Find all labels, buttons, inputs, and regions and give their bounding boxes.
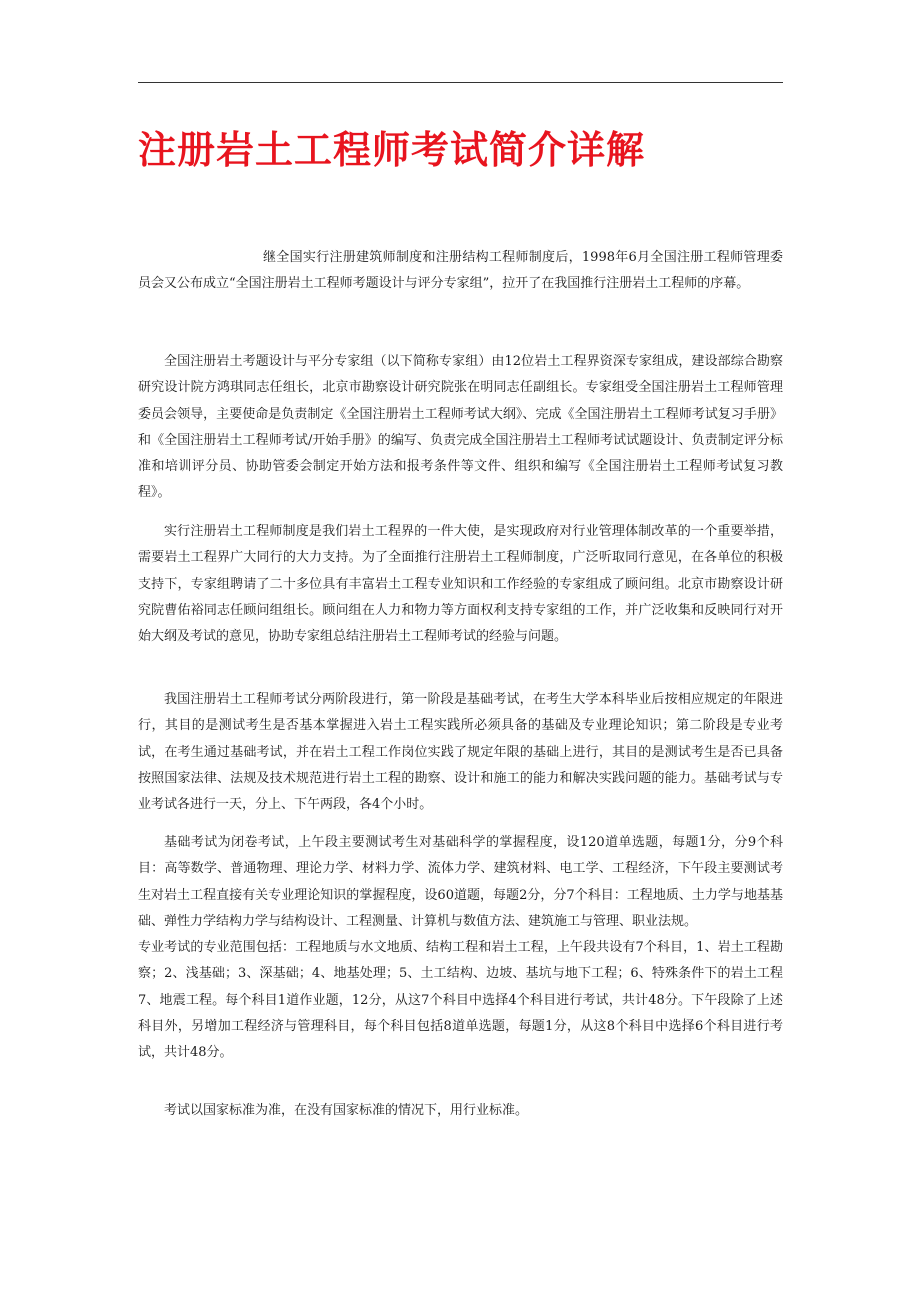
paragraph-block-5 — [138, 830, 783, 1067]
document-title: 注册岩土工程师考试简介详解 — [138, 128, 646, 172]
paragraph-professional-exam: 专业考试的专业范围包括：工程地质与水文地质、结构工程和岩土工程，上午段共设有7个科目，1、岩土工程勘察；2、浅基础；3、深基础；4、地基处理；5、土工结构、边坡、基坑与地下工程；6、特殊条件下的岩土工程 7、地震工程。每个科目1道作业题，12分，从这7个科目中选择4个科目进行考试，共计48分。下午段除了上述科目外，另增加工程经济与管理科目，每个科目包括8道单选题，每题1分，从这8个科目中选择6个科目进行考试，共计48分。 — [138, 940, 783, 1061]
paragraph-block-4 — [138, 687, 783, 818]
paragraph-block-2 — [138, 349, 783, 507]
header-rule — [138, 82, 783, 83]
paragraph-expert-group: 全国注册岩土考题设计与平分专家组（以下简称专家组）由12位岩土工程界资深专家组成，建设部综合勘察研究设计院方鸿琪同志任组长，北京市勘察设计研究院张在明同志任副组长。专家组受全国注册岩土工程师管理委员会领导，主要使命是负责制定《全国注册岩土工程师考试大纲》、完成《全国注册岩土工程师考试复习手册》和《全国注册岩土工程师考试/开始手册》的编写、负责完成全国注册岩土工程师考试试题设计、负责制定评分标准和培训评分员、协助管委会制定开始方法和报考条件等文件、组织和编写《全国注册岩土工程师考试复习教程》。 — [138, 354, 783, 501]
paragraph-block-1 — [138, 245, 783, 298]
paragraph-advisory-group: 实行注册岩土工程师制度是我们岩土工程界的一件大使，是实现政府对行业管理体制改革的一个重要举措，需要岩土工程界广大同行的大力支持。为了全面推行注册岩土工程师制度，广泛听取同行意见，在各单位的积极支持下，专家组聘请了二十多位具有丰富岩土工程专业知识和工作经验的专家组成了顾问组。北京市勘察设计研究院曹佑裕同志任顾问组组长。顾问组在人力和物力等方面权利支持专家组的工作，并广泛收集和反映同行对开始大纲及考试的意见，协助专家组总结注册岩土工程师考试的经验与问题。 — [138, 524, 783, 645]
paragraph-block-6 — [138, 1098, 783, 1124]
paragraph-exam-stages: 我国注册岩土工程师考试分两阶段进行，第一阶段是基础考试，在考生大学本科毕业后按相应规定的年限进行，其目的是测试考生是否基本掌握进入岩土工程实践所必须具备的基础及专业理论知识；第二阶段是专业考试，在考生通过基础考试，并在岩土工程工作岗位实践了规定年限的基础上进行，其目的是测试考生是否已具备按照国家法律、法规及技术规范进行岩土工程的勘察、设计和施工的能力和解决实践问题的能力。基础考试与专业考试各进行一天，分上、下午两段，各4个小时。 — [138, 692, 783, 813]
paragraph-intro: 继全国实行注册建筑师制度和注册结构工程师制度后，1998年6月全国注册工程师管理委员会又公布成立“全国注册岩土工程师考题设计与评分专家组”，拉开了在我国推行注册岩土工程师的序幕。 — [138, 250, 783, 292]
paragraph-basic-exam: 基础考试为闭卷考试，上午段主要测试考生对基础科学的掌握程度，设120道单选题，每题1分，分9个科目：高等数学、普通物理、理论力学、材料力学、流体力学、建筑材料、电工学、工程经济，下午段主要测试考生对岩土工程直接有关专业理论知识的掌握程度，设60道题，每题2分，分7个科目：工程地质、土力学与地基基础、弹性力学结构力学与结构设计、工程测量、计算机与数值方法、建筑施工与管理、职业法规。 — [138, 835, 783, 929]
paragraph-standards: 考试以国家标准为准，在没有国家标准的情况下，用行业标准。 — [164, 1103, 529, 1118]
paragraph-block-3 — [138, 519, 783, 650]
